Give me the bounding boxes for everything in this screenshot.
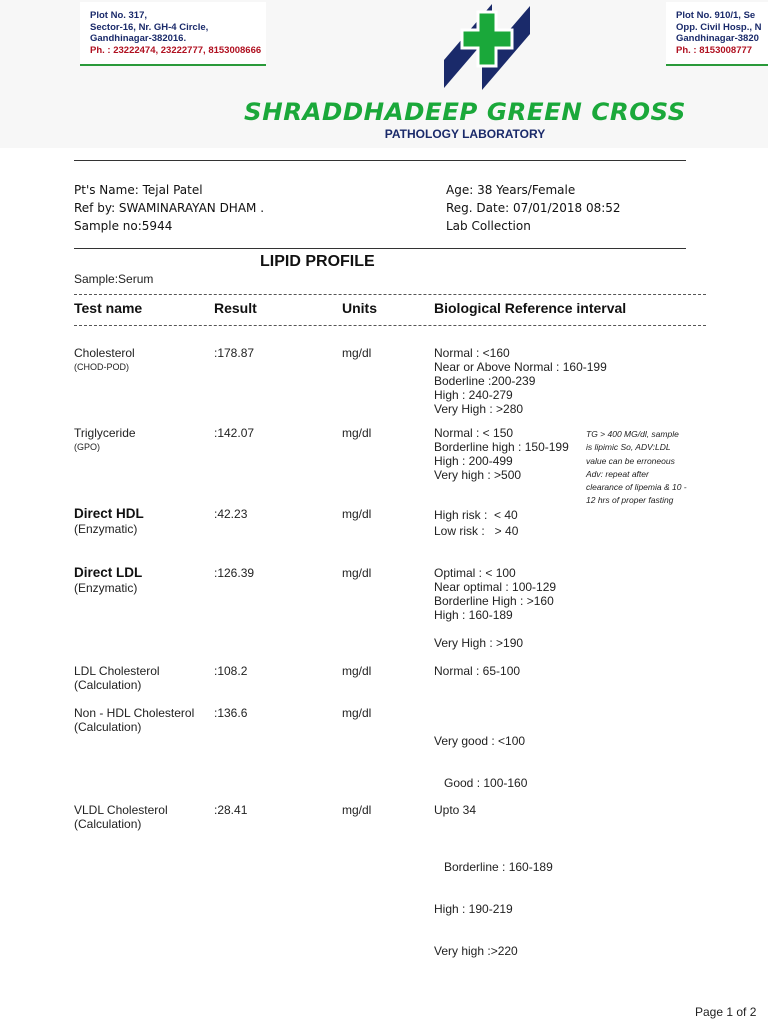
test-method: (Enzymatic): [74, 581, 138, 595]
page-number: Page 1 of 2: [695, 1005, 757, 1019]
header-result: Result: [214, 300, 257, 316]
triglyceride-note: [586, 428, 720, 508]
address-line: Sector-16, Nr. GH-4 Circle,: [90, 21, 209, 33]
test-result: :28.41: [214, 803, 248, 817]
reference-line: Boderline :200-239: [434, 374, 536, 388]
reference-spacer: [434, 818, 553, 832]
dashed-divider: [74, 325, 706, 326]
test-result: :178.87: [214, 346, 255, 360]
reference-line: Near optimal : 100-129: [434, 580, 557, 594]
reference-line: Very high :>220: [434, 944, 518, 958]
reference-line: Very good : <100: [434, 734, 526, 748]
reference-line: Very High : >280: [434, 402, 524, 416]
right-address-block: [666, 2, 768, 66]
phone-line: Ph. : 23222474, 23222777, 8153008666: [90, 44, 262, 56]
header-test-name: Test name: [74, 300, 143, 316]
reference-line: High : 240-279: [434, 388, 513, 402]
reference-line: Good : 100-160: [434, 776, 528, 790]
test-method: (Calculation): [74, 817, 142, 831]
note-line: clearance of lipemia & 10 -: [586, 482, 687, 493]
test-name: Cholesterol: [74, 346, 135, 360]
referred-by: Ref by: SWAMINARAYAN DHAM .: [74, 201, 265, 215]
reference-line: Borderline High : >160: [434, 594, 554, 608]
test-name: LDL Cholesterol: [74, 664, 160, 678]
test-units: mg/dl: [342, 566, 372, 580]
reference-line: Very High : >190: [434, 636, 524, 650]
note-line: Adv: repeat after: [586, 468, 649, 479]
test-method: (GPO): [74, 442, 100, 452]
test-method: (Calculation): [74, 720, 142, 734]
table-row: [74, 706, 194, 734]
reference-line: Borderline : 160-189: [434, 860, 553, 874]
reference-line: Normal : 65-100: [434, 664, 521, 678]
sample-number: Sample no:5944: [74, 219, 173, 233]
report-title: LIPID PROFILE: [260, 253, 375, 270]
reference-line: Optimal : < 100: [434, 566, 516, 580]
table-row: [74, 664, 160, 692]
test-result: :108.2: [214, 664, 248, 678]
table-row: [74, 346, 135, 374]
table-row: [74, 505, 144, 536]
reference-interval: [434, 664, 520, 678]
reference-spacer: [434, 622, 556, 636]
test-name: VLDL Cholesterol: [74, 803, 168, 817]
address-line: Opp. Civil Hosp., N: [676, 21, 762, 33]
test-result: :42.23: [214, 507, 248, 521]
test-units: mg/dl: [342, 706, 372, 720]
reference-interval: [434, 346, 607, 416]
note-line: value can be erroneous: [586, 455, 675, 466]
table-row: [74, 803, 168, 831]
reference-line: Borderline high : 150-199: [434, 440, 569, 454]
patient-info-left: [74, 181, 264, 235]
test-name: Direct HDL: [74, 506, 144, 521]
note-line: is lipimic So, ADV:LDL: [586, 442, 671, 453]
test-name: Triglyceride: [74, 426, 136, 440]
note-line: TG > 400 MG/dl, sample: [586, 429, 679, 439]
test-units: mg/dl: [342, 803, 372, 817]
patient-info-right: [446, 181, 621, 235]
table-row: [74, 426, 136, 454]
table-row: [74, 564, 142, 595]
registration-date: Reg. Date: 07/01/2018 08:52: [446, 201, 621, 215]
divider: [74, 248, 686, 249]
test-name: Direct LDL: [74, 565, 143, 580]
test-method: (CHOD-POD): [74, 362, 129, 372]
reference-interval: [434, 706, 553, 972]
reference-line: Upto 34: [434, 803, 477, 817]
patient-name: Pt's Name: Tejal Patel: [74, 183, 203, 197]
test-result: :142.07: [214, 426, 255, 440]
address-line: Plot No. 317,: [90, 10, 148, 21]
test-units: mg/dl: [342, 346, 372, 360]
reference-line: High : 160-189: [434, 608, 513, 622]
reference-line: Normal : < 150: [434, 426, 514, 440]
address-line: Gandhinagar-3820: [676, 33, 759, 44]
reference-interval: [434, 566, 556, 650]
test-units: mg/dl: [342, 664, 372, 678]
test-name: Non - HDL Cholesterol: [74, 706, 195, 720]
reference-interval: [434, 507, 518, 539]
lab-name: SHRADDHADEEP GREEN CROSS: [244, 98, 686, 126]
header-reference: Biological Reference interval: [434, 300, 627, 316]
reference-line: Low risk : > 40: [434, 524, 519, 538]
patient-age: Age: 38 Years/Female: [446, 183, 576, 197]
address-line: Plot No. 910/1, Se: [676, 10, 756, 21]
reference-line: High : 200-499: [434, 454, 513, 468]
test-method: (Calculation): [74, 678, 142, 692]
sample-type: Sample:Serum: [74, 272, 154, 286]
dashed-divider: [74, 294, 706, 295]
reference-interval: [434, 803, 476, 817]
collection-type: Lab Collection: [446, 219, 531, 233]
test-units: mg/dl: [342, 507, 372, 521]
reference-line: Near or Above Normal : 160-199: [434, 360, 607, 374]
address-line: Gandhinagar-382016.: [90, 33, 187, 44]
reference-line: High : 190-219: [434, 902, 513, 916]
lab-subtitle: PATHOLOGY LABORATORY: [384, 127, 546, 141]
green-cross-logo: [442, 2, 532, 92]
test-method: (Enzymatic): [74, 522, 138, 536]
header-units: Units: [342, 300, 377, 316]
reference-line: Normal : <160: [434, 346, 510, 360]
divider: [74, 160, 686, 161]
test-result: :136.6: [214, 706, 248, 720]
test-units: mg/dl: [342, 426, 372, 440]
left-address-block: [80, 2, 266, 66]
reference-line: High risk : < 40: [434, 508, 518, 522]
phone-line: Ph. : 8153008777: [676, 44, 753, 56]
test-result: :126.39: [214, 566, 255, 580]
reference-interval: [434, 426, 569, 482]
note-line: 12 hrs of proper fasting: [586, 495, 674, 506]
reference-line: Very high : >500: [434, 468, 522, 482]
